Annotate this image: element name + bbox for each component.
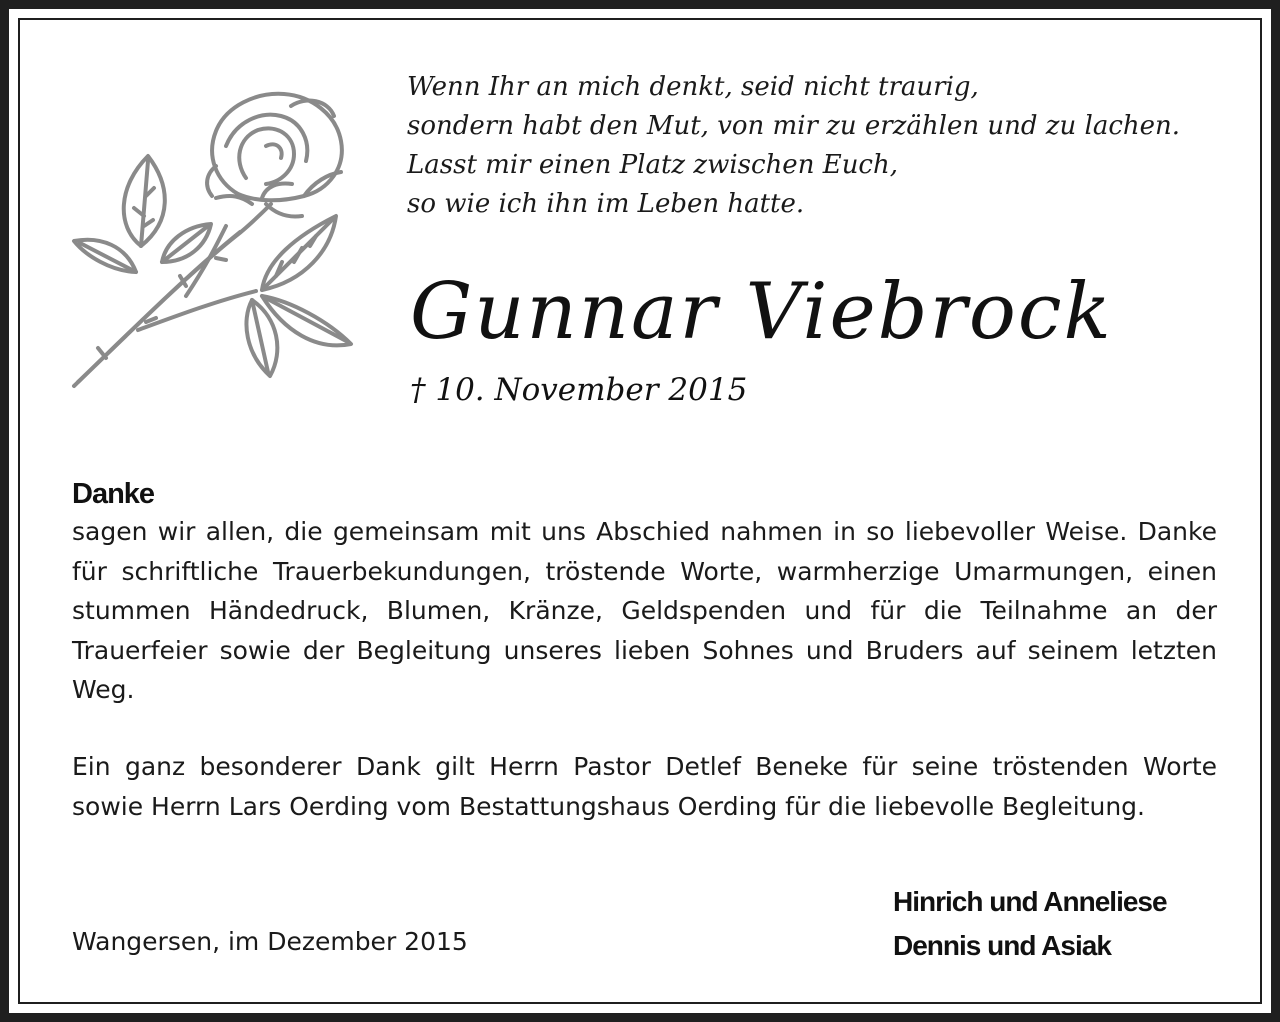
signature-line: Hinrich und Anneliese bbox=[893, 886, 1167, 917]
thanks-heading: Danke bbox=[72, 478, 155, 510]
place-date: Wangersen, im Dezember 2015 bbox=[72, 927, 468, 956]
death-date: † 10. November 2015 bbox=[410, 372, 748, 408]
poem bbox=[407, 68, 1237, 224]
signatures bbox=[893, 880, 1167, 968]
thanks-paragraph: sagen wir allen, die gemeinsam mit uns Abschied nahmen in so liebevoller Weise. Danke für schriftliche Trauerbekundungen, tröstende Worte, warmherzige Umarmungen, einen stummen Händedruck, Blumen, Kränze, Geldspenden und für die Teilnahme an der Trauerfeier sowie der Begleitung unseres lieben Sohnes und Bruders auf seinem letzten Weg. bbox=[72, 517, 1217, 704]
poem-line: Lasst mir einen Platz zwischen Euch, bbox=[407, 150, 899, 180]
special-thanks-paragraph: Ein ganz besonderer Dank gilt Herrn Pastor Detlef Beneke für seine tröstenden Worte sowie Herrn Lars Oerding vom Bestattungshaus Oerding für die liebevolle Begleitung. bbox=[72, 752, 1217, 821]
signature-line: Dennis und Asiak bbox=[893, 930, 1111, 961]
deceased-name: Gunnar Viebrock bbox=[410, 267, 1113, 357]
poem-line: sondern habt den Mut, von mir zu erzählen und zu lachen. bbox=[407, 111, 1181, 141]
poem-line: so wie ich ihn im Leben hatte. bbox=[407, 189, 805, 219]
rose-icon bbox=[66, 86, 358, 394]
poem-line: Wenn Ihr an mich denkt, seid nicht traurig, bbox=[407, 72, 979, 102]
